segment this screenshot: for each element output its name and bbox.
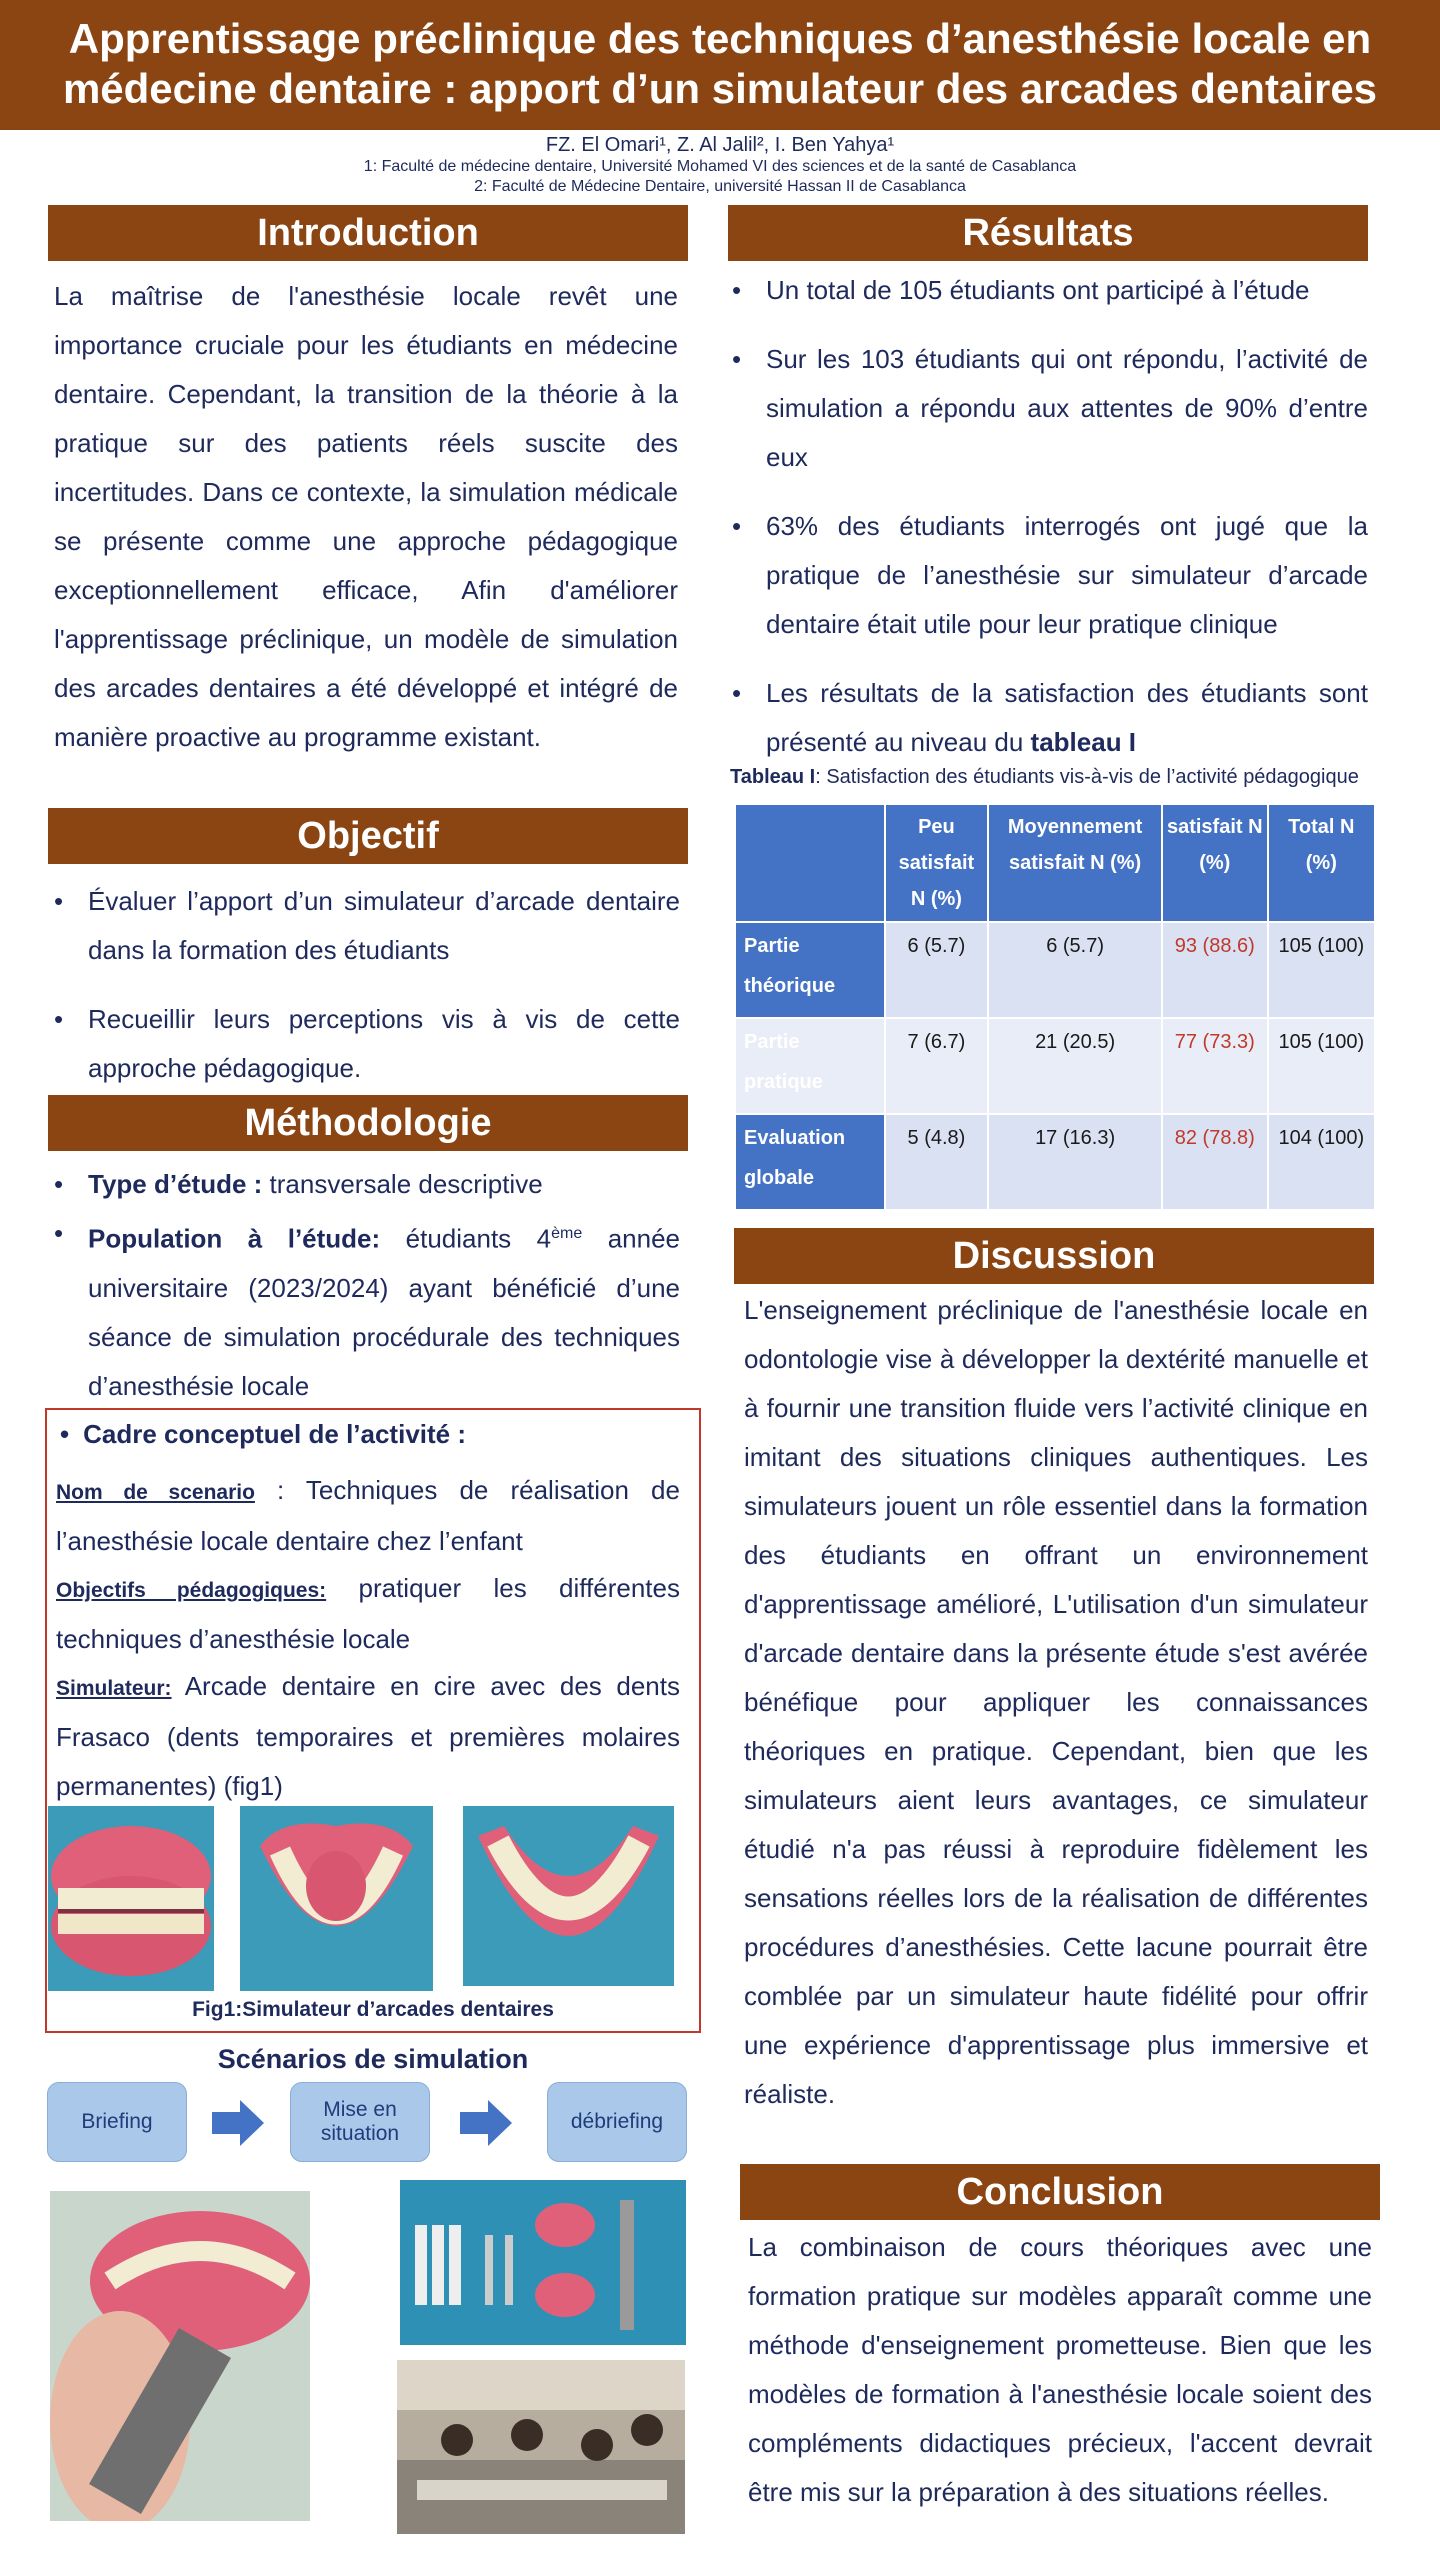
authors: FZ. El Omari¹, Z. Al Jalil², I. Ben Yahya¹ [545, 134, 895, 156]
resultat-last-bold: tableau I [1030, 727, 1137, 757]
type-label: Type d’étude : [88, 1169, 263, 1199]
table-header-cell: Moyennement satisfait N (%) [988, 804, 1162, 922]
flow-briefing: Briefing [47, 2082, 187, 2162]
population [50, 1209, 680, 1411]
flow-mise-en-situation: Mise en situation [290, 2082, 430, 2162]
scenario-label: Nom de scenario [56, 1481, 255, 1504]
table-cell: 21 (20.5) [988, 1018, 1162, 1114]
table-cell: 5 (4.8) [885, 1114, 989, 1210]
objectifs-value: pratiquer les différentes techniques d’anesthésie locale [56, 1573, 680, 1654]
objectifs-line [56, 1564, 680, 1664]
simulateur-line [56, 1662, 680, 1811]
population-sup: ème [551, 1225, 583, 1242]
flow-debriefing: débriefing [547, 2082, 687, 2162]
scenarios-title: Scénarios de simulation [217, 2044, 529, 2074]
objectif-item: • Recueillir leurs perceptions vis à vis de cette approche pédagogique. [50, 995, 680, 1093]
objectif-heading: Objectif [48, 808, 688, 864]
objectif-list [50, 877, 680, 1093]
table-header-cell: Total N (%) [1268, 804, 1375, 922]
table-row-label: Partie pratique [735, 1018, 885, 1114]
table-cell: 7 (6.7) [885, 1018, 989, 1114]
table-cell: 6 (5.7) [885, 922, 989, 1018]
table-cell: 77 (73.3) [1162, 1018, 1268, 1114]
simulateur-label: Simulateur: [56, 1677, 172, 1700]
cadre-title: • Cadre conceptuel de l’activité : [60, 1419, 466, 1449]
injection-photo [50, 2191, 310, 2521]
table-cell: 6 (5.7) [988, 922, 1162, 1018]
table-cell: 93 (88.6) [1162, 922, 1268, 1018]
table-header-cell [735, 804, 885, 922]
table-cell: 17 (16.3) [988, 1114, 1162, 1210]
table-header-cell: Peu satisfait N (%) [885, 804, 989, 922]
table-caption-text: : Satisfaction des étudiants vis-à-vis de l’activité pédagogique [815, 766, 1359, 788]
resultat-last-text: Les résultats de la satisfaction des étudiants sont présenté au niveau du [766, 678, 1368, 757]
affiliation-2: 2: Faculté de Médecine Dentaire, université Hassan II de Casablanca [474, 178, 966, 195]
resultat-item: • Un total de 105 étudiants ont participé à l’étude [728, 266, 1368, 315]
simulateur-value: Arcade dentaire en cire avec des dents Frasaco (dents temporaires et premières molaires permanentes) (fig1) [56, 1671, 680, 1801]
poster-title-line-1: Apprentissage préclinique des techniques d’anesthésie locale en [68, 15, 1372, 62]
instruments-photo [400, 2180, 686, 2345]
cadre-title-text: Cadre conceptuel de l’activité : [83, 1419, 466, 1449]
table-row [735, 1018, 1375, 1114]
table-caption-label: Tableau I [730, 766, 816, 788]
satisfaction-table [734, 803, 1376, 1211]
classroom-photo [397, 2360, 685, 2534]
table-caption [730, 766, 1359, 789]
table-header-cell: satisfait N (%) [1162, 804, 1268, 922]
methodologie-list [50, 1160, 680, 1411]
table-cell: 104 (100) [1268, 1114, 1375, 1210]
flow-arrow-1 [212, 2098, 266, 2148]
title-banner [0, 0, 1440, 130]
methodologie-heading: Méthodologie [48, 1095, 688, 1151]
objectif-item: • Évaluer l’apport d’un simulateur d’arcade dentaire dans la formation des étudiants [50, 877, 680, 975]
introduction-text: La maîtrise de l'anesthésie locale revêt une importance cruciale pour les étudiants en médecine dentaire. Cependant, la transition de la théorie à la pratique sur des patients réels suscite des incertitudes. Dans ce contexte, la simulation médicale se présente comme une approche pédagogique exceptionnellement efficace, Afin d'améliorer l'apprentissage préclinique, un modèle de simulation des arcades dentaires a été développé et intégré de manière proactive au programme existant. [54, 281, 678, 752]
population-value-b: année universitaire (2023/2024) ayant bénéficié d’une séance de simulation procédurale des techniques d’anesthésie locale [88, 1223, 681, 1401]
resultat-item: • 63% des étudiants interrogés ont jugé que la pratique de l’anesthésie sur simulateur d’arcade dentaire était utile pour leur pratique clinique [728, 502, 1368, 649]
conclusion-heading: Conclusion [740, 2164, 1380, 2220]
flow-arrow-2 [460, 2098, 514, 2148]
conclusion-text: La combinaison de cours théoriques avec une formation pratique sur modèles apparaît comme une méthode d'enseignement prometteuse. Bien que les modèles de formation à l'anesthésie locale soient des compléments didactiques précieux, l'accent devrait être mis sur la préparation à des situations réelles. [748, 2232, 1372, 2507]
fig1-caption: Fig1:Simulateur d’arcades dentaires [192, 1998, 554, 2021]
resultats-heading: Résultats [728, 205, 1368, 261]
affiliation-1: 1: Faculté de médecine dentaire, Université Mohamed VI des sciences et de la santé de Casablanca [363, 158, 1077, 175]
population-label: Population à l’étude: [88, 1223, 381, 1254]
poster-title-line-2: médecine dentaire : apport d’un simulateur des arcades dentaires [62, 65, 1378, 112]
authors-block [0, 133, 1440, 197]
scenario-value: : Techniques de réalisation de l’anesthésie locale dentaire chez l’enfant [56, 1475, 680, 1556]
table-row-label: Evaluation globale [735, 1114, 885, 1210]
type-etude [50, 1160, 680, 1209]
resultat-item [728, 669, 1368, 767]
introduction-heading: Introduction [48, 205, 688, 261]
table-row [735, 922, 1375, 1018]
table-row [735, 1114, 1375, 1210]
resultats-list [728, 266, 1368, 767]
resultat-item: • Sur les 103 étudiants qui ont répondu, l’activité de simulation a répondu aux attentes de 90% d’entre eux [728, 335, 1368, 482]
table-cell: 82 (78.8) [1162, 1114, 1268, 1210]
simulator-photo-front [48, 1806, 214, 1991]
objectifs-label: Objectifs pédagogiques: [56, 1579, 327, 1602]
table-header-row [735, 804, 1375, 922]
population-value-a: étudiants 4 [380, 1223, 552, 1254]
scenario-line [56, 1466, 680, 1566]
type-value: transversale descriptive [262, 1169, 543, 1199]
simulator-photo-lower [463, 1806, 674, 1986]
table-cell: 105 (100) [1268, 922, 1375, 1018]
simulator-photo-upper [240, 1806, 433, 1991]
discussion-text: L'enseignement préclinique de l'anesthésie locale en odontologie vise à développer la dextérité manuelle et à fournir une transition fluide vers l’activité clinique en imitant des situations cliniques authentiques. Les simulateurs jouent un rôle essentiel dans la formation des étudiants en offrant un environnement d'apprentissage amélioré, L'utilisation d'un simulateur d'arcade dentaire dans la présente étude s'est avérée bénéfique pour appliquer les connaissances théoriques en pratique. Cependant, bien que les simulateurs aient leurs avantages, ce simulateur étudié n'a pas réussi à reproduire fidèlement les sensations réelles lors de la réalisation de différentes procédures d’anesthésies. Cette lacune pourrait être comblée par un simulateur haute fidélité pour offrir une expérience d'apprentissage plus immersive et réaliste. [744, 1295, 1368, 2109]
table-row-label: Partie théorique [735, 922, 885, 1018]
table-cell: 105 (100) [1268, 1018, 1375, 1114]
discussion-heading: Discussion [734, 1228, 1374, 1284]
